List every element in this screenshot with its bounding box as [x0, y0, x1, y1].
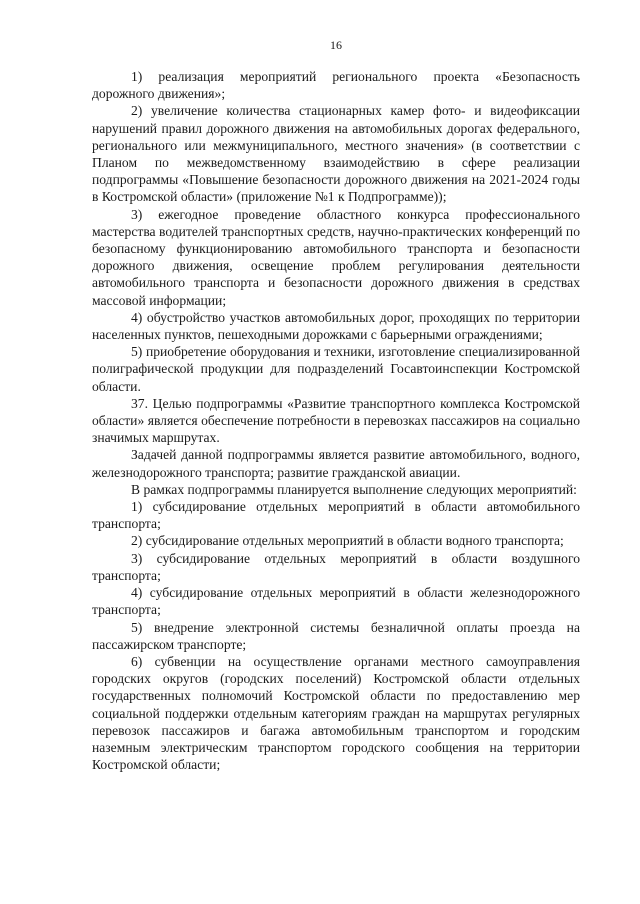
paragraph: 6) субвенции на осуществление органами местного самоуправления городских округов (городских поселений) Костромской области отдельных государственных полномочий Костромской области по предоставлению мер социальной поддержки отдельным категориям граждан на маршрутах регулярных перевозок пассажиров и багажа автомобильным транспортом и городским наземным электрическим транспортом городского сообщения на территории Костромской области;: [92, 653, 580, 773]
paragraph: Задачей данной подпрограммы является развитие автомобильного, водного, железнодорожного транспорта; развитие гражданской авиации.: [92, 447, 580, 480]
paragraph: 3) субсидирование отдельных мероприятий в области воздушного транспорта;: [92, 550, 580, 583]
paragraph: 4) обустройство участков автомобильных дорог, проходящих по территории населенных пунктов, пешеходными дорожками с барьерными ограждениями;: [92, 309, 580, 343]
paragraph: 1) субсидирование отдельных мероприятий в области автомобильного транспорта;: [92, 499, 580, 532]
paragraph: 1) реализация мероприятий регионального проекта «Безопасность дорожного движения»;: [92, 69, 580, 102]
paragraph: В рамках подпрограммы планируется выполнение следующих мероприятий:: [131, 481, 577, 497]
paragraph: 2) увеличение количества стационарных камер фото- и видеофиксации нарушений правил дорожного движения на автомобильных дорогах федерального, регионального или межмуниципального, местного значения» (в соответствии с Планом по межведомственному взаимодействию в сфере реализации подпрограммы «Повышение безопасности дорожного движения на 2021-2024 годы в Костромской области» (приложение №1 к Подпрограмме));: [92, 103, 580, 205]
paragraph: 5) приобретение оборудования и техники, изготовление специализированной полиграфической продукции для подразделений Госавтоинспекции Костромской области.: [92, 344, 580, 394]
paragraph: 37. Целью подпрограммы «Развитие транспортного комплекса Костромской области» является обеспечение потребности в перевозках пассажиров на социально значимых маршрутах.: [92, 395, 580, 446]
document-page: [92, 38, 580, 773]
paragraph: 2) субсидирование отдельных мероприятий в области водного транспорта;: [131, 533, 564, 549]
paragraph: 4) субсидирование отдельных мероприятий в области железнодорожного транспорта;: [92, 585, 580, 618]
paragraph: 3) ежегодное проведение областного конкурса профессионального мастерства водителей транспортных средств, научно-практических конференций по безопасному функционированию автомобильного транспорта и безопасности дорожного движения, освещение проблем регулирования деятельности автомобильного транспорта и безопасности дорожного движения в средствах массовой информации;: [92, 206, 580, 308]
page-number: 16: [330, 38, 342, 52]
paragraph: 5) внедрение электронной системы безналичной оплаты проезда на пассажирском транспорте;: [92, 619, 580, 652]
